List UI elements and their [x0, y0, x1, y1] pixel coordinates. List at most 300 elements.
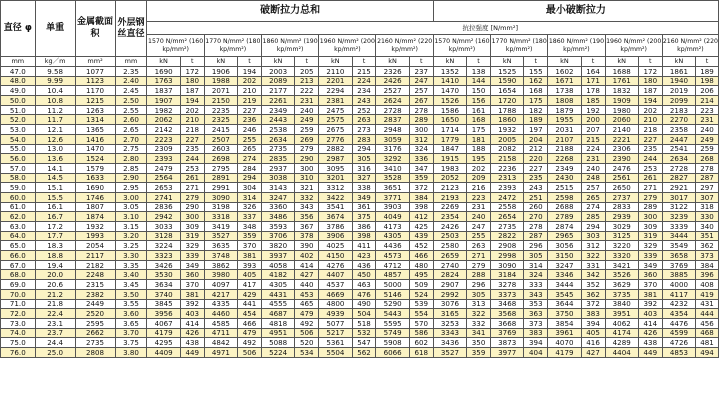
table-cell: 404 — [524, 347, 548, 357]
table-cell: 1602 — [548, 67, 581, 77]
table-cell: 290 — [180, 202, 204, 212]
table-row — [1, 222, 719, 232]
table-cell: 2882 — [319, 144, 352, 154]
table-cell: 3735 — [605, 289, 638, 299]
table-cell: 23.7 — [35, 328, 75, 338]
table-cell: 263 — [352, 115, 376, 125]
table-cell: 60.0 — [1, 192, 36, 202]
table-cell: 265 — [581, 192, 605, 202]
header-tensile-strength: 抗拉强度 [N/mm²] — [147, 22, 719, 35]
table-cell: 373 — [696, 251, 719, 261]
table-cell: 2795 — [204, 163, 237, 173]
table-cell: 265 — [238, 144, 262, 154]
table-cell: 370 — [638, 280, 662, 290]
table-cell: 2117 — [75, 251, 115, 261]
table-cell: 3.15 — [115, 222, 147, 232]
table-row — [1, 144, 719, 154]
table-cell: 218 — [638, 125, 662, 135]
table-cell: 2382 — [75, 289, 115, 299]
table-cell: 3419 — [204, 222, 237, 232]
table-cell: 287 — [696, 173, 719, 183]
table-cell: 398 — [352, 231, 376, 241]
table-cell: 4000 — [662, 280, 695, 290]
table-cell: 4431 — [261, 289, 294, 299]
table-cell: 562 — [352, 347, 376, 357]
table-cell: 4025 — [319, 241, 352, 251]
table-cell: 1720 — [491, 96, 524, 106]
table-cell: 3320 — [605, 251, 638, 261]
table-cell: 2.95 — [115, 183, 147, 193]
table-cell: 384 — [409, 192, 433, 202]
table-cell: 383 — [581, 309, 605, 319]
table-cell: 288 — [467, 270, 491, 280]
table-cell: 3635 — [204, 241, 237, 251]
table-cell: 403 — [638, 309, 662, 319]
table-cell: 24.4 — [35, 338, 75, 348]
table-cell: 3128 — [147, 231, 180, 241]
table-cell: 2527 — [376, 86, 409, 96]
table-cell: 303 — [581, 231, 605, 241]
table-cell: 188 — [467, 144, 491, 154]
table-cell: 58.0 — [1, 173, 36, 183]
grade-2160-min: 2160 N/mm² (220 kp/mm²) — [662, 35, 718, 57]
table-cell: 3239 — [662, 212, 695, 222]
table-cell: 210 — [638, 115, 662, 125]
table-cell: 370 — [180, 280, 204, 290]
table-cell: 2.60 — [115, 115, 147, 125]
table-cell: 181 — [467, 134, 491, 144]
table-cell: 438 — [180, 338, 204, 348]
table-cell: 602 — [409, 338, 433, 348]
table-cell: 2110 — [319, 67, 352, 77]
table-cell: 318 — [696, 202, 719, 212]
grade-1570-min: 1570 N/mm² (160 kp/mm²) — [433, 35, 490, 57]
table-cell: 394 — [524, 338, 548, 348]
unit-kn: kN — [491, 57, 524, 67]
table-cell: 178 — [581, 86, 605, 96]
table-cell: 2907 — [433, 280, 466, 290]
table-cell: 3937 — [261, 251, 294, 261]
table-cell: 224 — [352, 76, 376, 86]
table-cell: 2992 — [433, 289, 466, 299]
table-cell: 150 — [467, 86, 491, 96]
unit-weight: kg／m — [35, 57, 75, 67]
table-cell: 509 — [409, 280, 433, 290]
table-cell: 439 — [409, 231, 433, 241]
grade-1960-total: 1960 N/mm² (200 kp/mm²) — [319, 35, 376, 57]
table-cell: 347 — [409, 163, 433, 173]
table-cell: 2662 — [75, 328, 115, 338]
table-row — [1, 338, 719, 348]
table-cell: 2735 — [491, 222, 524, 232]
table-cell: 4179 — [548, 347, 581, 357]
table-cell: 2564 — [147, 173, 180, 183]
table-cell: 2235 — [204, 105, 237, 115]
table-cell: 300 — [180, 212, 204, 222]
table-cell: 392 — [180, 299, 204, 309]
table-cell: 316 — [352, 163, 376, 173]
table-cell: 534 — [295, 347, 319, 357]
table-cell: 257 — [409, 86, 433, 96]
table-cell: 2624 — [376, 96, 409, 106]
table-cell: 465 — [295, 299, 319, 309]
table-cell: 2541 — [662, 144, 695, 154]
unit-kn: kN — [319, 57, 352, 67]
table-cell: 5224 — [261, 347, 294, 357]
table-cell: 1932 — [75, 222, 115, 232]
table-cell: 419 — [696, 289, 719, 299]
table-cell: 3568 — [491, 309, 524, 319]
table-cell: 144 — [467, 76, 491, 86]
grade-1960-min: 1960 N/mm² (200 kp/mm²) — [605, 35, 662, 57]
table-row — [1, 260, 719, 270]
table-cell: 1832 — [605, 86, 638, 96]
table-cell: 2.90 — [115, 173, 147, 183]
table-cell: 2182 — [75, 260, 115, 270]
table-cell: 279 — [295, 144, 319, 154]
table-cell: 297 — [696, 183, 719, 193]
header-metal-area: 金属截面积 — [75, 1, 115, 57]
table-cell: 4687 — [261, 309, 294, 319]
table-cell: 3980 — [204, 270, 237, 280]
table-cell: 57.0 — [1, 163, 36, 173]
table-cell: 3176 — [376, 144, 409, 154]
table-cell: 412 — [409, 212, 433, 222]
table-cell: 304 — [238, 183, 262, 193]
table-cell: 227 — [180, 134, 204, 144]
table-cell: 2836 — [147, 202, 180, 212]
table-cell: 4971 — [204, 347, 237, 357]
table-cell: 65.0 — [1, 241, 36, 251]
table-cell: 3820 — [261, 241, 294, 251]
table-cell: 202 — [180, 105, 204, 115]
table-cell: 2650 — [605, 183, 638, 193]
table-cell: 231 — [696, 115, 719, 125]
table-cell: 2393 — [147, 154, 180, 164]
table-cell: 17.7 — [35, 231, 75, 241]
table-cell: 2315 — [75, 280, 115, 290]
table-cell: 3873 — [491, 338, 524, 348]
table-cell: 2835 — [261, 154, 294, 164]
table-cell: 263 — [467, 241, 491, 251]
table-cell: 4460 — [204, 309, 237, 319]
table-cell: 72.0 — [1, 309, 36, 319]
table-cell: 1874 — [75, 212, 115, 222]
table-cell: 4476 — [662, 318, 695, 328]
table-cell: 5443 — [376, 309, 409, 319]
table-cell: 1352 — [433, 67, 466, 77]
table-cell: 49.0 — [1, 86, 36, 96]
table-cell: 279 — [180, 192, 204, 202]
table-cell: 66.0 — [1, 251, 36, 261]
table-cell: 2991 — [204, 183, 237, 193]
unit-t: t — [581, 57, 605, 67]
table-cell: 3422 — [319, 192, 352, 202]
table-cell: 359 — [409, 173, 433, 183]
unit-t: t — [180, 57, 204, 67]
table-cell: 2503 — [433, 231, 466, 241]
table-cell: 236 — [238, 115, 262, 125]
table-cell: 274 — [238, 154, 262, 164]
table-cell: 313 — [467, 299, 491, 309]
table-cell: 331 — [581, 260, 605, 270]
grade-1770-min: 1770 N/mm² (180 kp/mm²) — [491, 35, 548, 57]
table-cell: 209 — [467, 173, 491, 183]
table-row — [1, 76, 719, 86]
table-cell: 4436 — [376, 241, 409, 251]
table-cell: 2381 — [319, 96, 352, 106]
table-cell: 2987 — [319, 154, 352, 164]
table-cell: 1263 — [75, 105, 115, 115]
table-cell: 1633 — [75, 173, 115, 183]
table-cell: 243 — [352, 96, 376, 106]
table-cell: 9.58 — [35, 67, 75, 77]
unit-kn: kN — [433, 57, 466, 67]
table-cell: 257 — [581, 183, 605, 193]
table-cell: 3.20 — [115, 231, 147, 241]
table-cell: 4939 — [319, 309, 352, 319]
table-cell: 2833 — [605, 202, 638, 212]
table-cell: 394 — [581, 318, 605, 328]
table-cell: 520 — [295, 338, 319, 348]
table-cell: 14.5 — [35, 173, 75, 183]
table-cell: 342 — [581, 270, 605, 280]
table-row — [1, 154, 719, 164]
table-cell: 187 — [180, 86, 204, 96]
table-cell: 2939 — [605, 212, 638, 222]
table-row — [1, 347, 719, 357]
table-cell: 270 — [524, 212, 548, 222]
table-cell: 3.35 — [115, 260, 147, 270]
unit-t: t — [524, 57, 548, 67]
table-cell: 162 — [524, 76, 548, 86]
table-cell: 2268 — [548, 154, 581, 164]
table-cell: 329 — [180, 241, 204, 251]
table-cell: 3961 — [548, 328, 581, 338]
table-cell: 2221 — [605, 134, 638, 144]
table-cell: 305 — [467, 289, 491, 299]
table-cell: 2737 — [605, 192, 638, 202]
table-cell: 398 — [409, 202, 433, 212]
table-row — [1, 105, 719, 115]
table-cell: 3.55 — [115, 299, 147, 309]
table-cell: 319 — [180, 231, 204, 241]
table-cell: 63.0 — [1, 222, 36, 232]
table-cell: 25.0 — [35, 347, 75, 357]
table-cell: 3220 — [605, 241, 638, 251]
table-cell: 1688 — [605, 67, 638, 77]
table-cell: 2142 — [147, 125, 180, 135]
table-cell: 4842 — [204, 338, 237, 348]
table-cell: 224 — [581, 144, 605, 154]
table-cell: 314 — [238, 192, 262, 202]
table-cell: 2472 — [491, 192, 524, 202]
table-cell: 349 — [352, 192, 376, 202]
unit-area: mm² — [75, 57, 115, 67]
table-cell: 2776 — [319, 134, 352, 144]
table-cell: 290 — [295, 154, 319, 164]
table-cell: 222 — [295, 86, 319, 96]
unit-kn: kN — [147, 57, 180, 67]
table-cell: 2735 — [75, 338, 115, 348]
table-row — [1, 280, 719, 290]
table-cell: 4276 — [319, 260, 352, 270]
table-cell: 3444 — [662, 231, 695, 241]
table-cell: 348 — [238, 222, 262, 232]
table-cell: 168 — [524, 86, 548, 96]
table-cell: 4289 — [605, 338, 638, 348]
table-cell: 13.6 — [35, 154, 75, 164]
table-cell: 370 — [238, 241, 262, 251]
table-cell: 202 — [467, 163, 491, 173]
table-cell: 2740 — [433, 260, 466, 270]
table-cell: 327 — [352, 173, 376, 183]
table-cell: 5146 — [376, 289, 409, 299]
table-cell: 2827 — [662, 173, 695, 183]
table-cell: 223 — [696, 105, 719, 115]
table-cell: 71.0 — [1, 299, 36, 309]
table-cell: 3748 — [204, 251, 237, 261]
table-cell: 1788 — [491, 105, 524, 115]
table-cell: 5361 — [319, 338, 352, 348]
table-cell: 2.85 — [115, 163, 147, 173]
table-cell: 4712 — [376, 260, 409, 270]
table-cell: 403 — [180, 309, 204, 319]
unit-row — [1, 57, 719, 67]
table-cell: 359 — [467, 347, 491, 357]
table-cell: 4058 — [261, 260, 294, 270]
table-cell: 2937 — [261, 163, 294, 173]
table-cell: 5595 — [376, 318, 409, 328]
table-cell: 2515 — [548, 183, 581, 193]
table-cell: 414 — [180, 318, 204, 328]
table-cell: 3.25 — [115, 241, 147, 251]
table-cell: 321 — [295, 183, 319, 193]
table-cell: 481 — [696, 338, 719, 348]
table-cell: 215 — [352, 67, 376, 77]
table-cell: 2.75 — [115, 144, 147, 154]
grade-1860-min: 1860 N/mm² (190 kp/mm²) — [548, 35, 605, 57]
table-cell: 338 — [352, 183, 376, 193]
table-cell: 2874 — [548, 222, 581, 232]
table-cell: 332 — [295, 192, 319, 202]
table-cell: 1915 — [433, 154, 466, 164]
table-row — [1, 289, 719, 299]
table-cell: 2558 — [491, 202, 524, 212]
table-cell: 5504 — [319, 347, 352, 357]
table-cell: 2062 — [147, 115, 180, 125]
table-cell: 392 — [638, 299, 662, 309]
table-cell: 2071 — [204, 86, 237, 96]
table-row — [1, 134, 719, 144]
table-cell: 59.0 — [1, 183, 36, 193]
table-cell: 425 — [409, 222, 433, 232]
table-cell: 13.0 — [35, 144, 75, 154]
table-cell: 330 — [696, 212, 719, 222]
table-cell: 285 — [581, 212, 605, 222]
table-cell: 3343 — [433, 328, 466, 338]
table-cell: 1410 — [433, 76, 466, 86]
table-cell: 2158 — [491, 154, 524, 164]
table-cell: 2349 — [261, 105, 294, 115]
table-cell: 2306 — [605, 144, 638, 154]
table-cell: 381 — [638, 289, 662, 299]
table-cell: 309 — [180, 222, 204, 232]
table-cell: 2449 — [75, 299, 115, 309]
table-cell: 570 — [409, 318, 433, 328]
table-cell: 3.50 — [115, 289, 147, 299]
table-cell: 271 — [180, 183, 204, 193]
table-cell: 463 — [352, 280, 376, 290]
table-cell: 3706 — [261, 231, 294, 241]
header-min-breaking: 最小破断拉力 — [433, 1, 718, 22]
table-cell: 396 — [696, 270, 719, 280]
table-cell: 1932 — [491, 125, 524, 135]
table-cell: 1909 — [605, 96, 638, 106]
table-cell: 1690 — [147, 67, 180, 77]
table-cell: 52.0 — [1, 115, 36, 125]
table-cell: 350 — [467, 338, 491, 348]
table-cell: 4585 — [204, 318, 237, 328]
table-cell: 539 — [409, 299, 433, 309]
unit-t: t — [638, 57, 662, 67]
table-cell: 2.70 — [115, 134, 147, 144]
table-cell: 324 — [409, 144, 433, 154]
table-cell: 1170 — [75, 86, 115, 96]
table-cell: 466 — [238, 318, 262, 328]
table-cell: 234 — [352, 86, 376, 96]
table-cell: 294 — [581, 222, 605, 232]
table-cell: 3165 — [433, 309, 466, 319]
unit-kn: kN — [605, 57, 638, 67]
table-cell: 74.0 — [1, 328, 36, 338]
table-cell: 4150 — [319, 251, 352, 261]
table-cell: 252 — [352, 105, 376, 115]
table-cell: 3862 — [204, 260, 237, 270]
table-cell: 244 — [638, 154, 662, 164]
table-cell: 216 — [467, 183, 491, 193]
table-cell: 2019 — [662, 86, 695, 96]
table-cell: 296 — [524, 241, 548, 251]
table-cell: 3.80 — [115, 347, 147, 357]
table-cell: 2595 — [75, 318, 115, 328]
table-cell: 532 — [352, 328, 376, 338]
table-cell: 180 — [638, 76, 662, 86]
table-cell: 449 — [180, 347, 204, 357]
table-cell: 3224 — [147, 241, 180, 251]
table-cell: 5749 — [376, 328, 409, 338]
table-cell: 2575 — [319, 115, 352, 125]
table-cell: 2580 — [433, 241, 466, 251]
table-cell: 2.80 — [115, 154, 147, 164]
table-cell: 175 — [524, 96, 548, 106]
table-cell: 2326 — [376, 67, 409, 77]
table-cell: 70.0 — [1, 289, 36, 299]
table-cell: 3038 — [261, 173, 294, 183]
table-cell: 283 — [352, 134, 376, 144]
table-cell: 3421 — [605, 260, 638, 270]
table-cell: 383 — [524, 328, 548, 338]
table-cell: 2060 — [605, 115, 638, 125]
unit-kn: kN — [261, 57, 294, 67]
table-cell: 3278 — [491, 280, 524, 290]
table-cell: 3360 — [261, 202, 294, 212]
table-cell: 2052 — [433, 173, 466, 183]
table-cell: 305 — [524, 251, 548, 261]
table-cell: 3426 — [147, 260, 180, 270]
grade-1860-total: 1860 N/mm² (190 kp/mm²) — [261, 35, 318, 57]
table-cell: 2082 — [491, 144, 524, 154]
